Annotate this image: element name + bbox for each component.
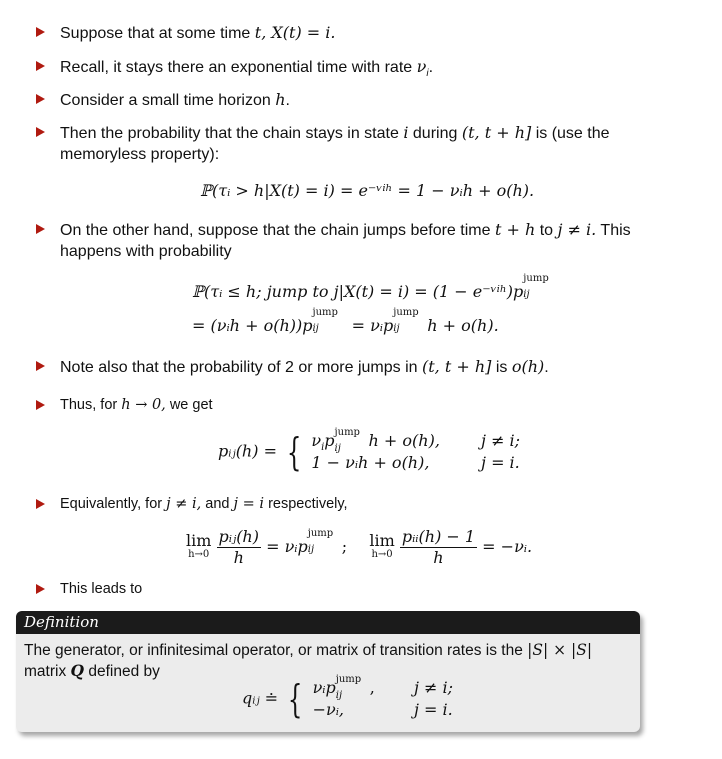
definition-block [16,611,640,732]
bullet-item: Suppose that at some time t, X(t) = i. [60,23,336,42]
bullet-item: On the other hand, suppose that the chain jumps before time t + h to j ≠ i. This happens with probability [60,220,631,260]
bullet-item: This leads to [60,581,143,597]
equation-jump-line2: = (νᵢh + o(h))p jump ij = νᵢp jump ij h + o(h). [192,307,499,335]
bullet-item: Consider a small time horizon h. [60,90,290,109]
bullet-marker [36,361,45,371]
bullet-marker [36,27,45,37]
bullet-item: Note also that the probability of 2 or more jumps in (t, t + h] is o(h). [60,357,549,376]
bullet-item: Recall, it stays there an exponential time with rate $\nu_i$. [60,57,434,79]
bullet-item: Then the probability that the chain stays in state i during (t, t + h] is (use the memoryless property): [60,123,610,163]
bullet-marker [36,224,45,234]
equation-jump-line1: ℙ(τᵢ ≤ h; jump to j|X(t) = i) = (1 − e⁻ᵛⁱʰ)p jump ij [192,273,549,301]
equation-stay: ℙ(τᵢ > h|X(t) = i) = e⁻ᵛⁱʰ = 1 − νᵢh + o(h). [200,181,535,200]
bullet-marker [36,61,45,71]
bullet-item: Thus, for h → 0, we get [60,397,213,413]
bullet-marker [36,94,45,104]
definition-text: The generator, or infinitesimal operator, or matrix of transition rates is the |S| × |S| matrix Q defined by [24,641,593,680]
equation-pij: pᵢⱼ(h) = { $\nu_ip$ jump ij h + o(h), 1 − νᵢh + o(h), j ≠ i; j = i. [218,427,521,474]
bullet-marker [36,400,45,410]
bullet-marker [36,127,45,137]
bullet-marker [36,584,45,594]
bullet-marker [36,499,45,509]
bullet-item: Equivalently, for j ≠ i, and j = i respectively, [60,496,348,512]
definition-equation: qᵢⱼ ≐ { νᵢp jump ij , −νᵢ, j ≠ i; j = i. [242,674,453,721]
definition-title: Definition [16,611,640,634]
equation-limits: lim h→0 $\frac{\text{pᵢⱼ(h)}}{h}$ = νᵢp jump ij ; lim h→0 $\frac{\text{pᵢᵢ(h) − 1}}{h}$ = −νᵢ. [186,527,533,567]
